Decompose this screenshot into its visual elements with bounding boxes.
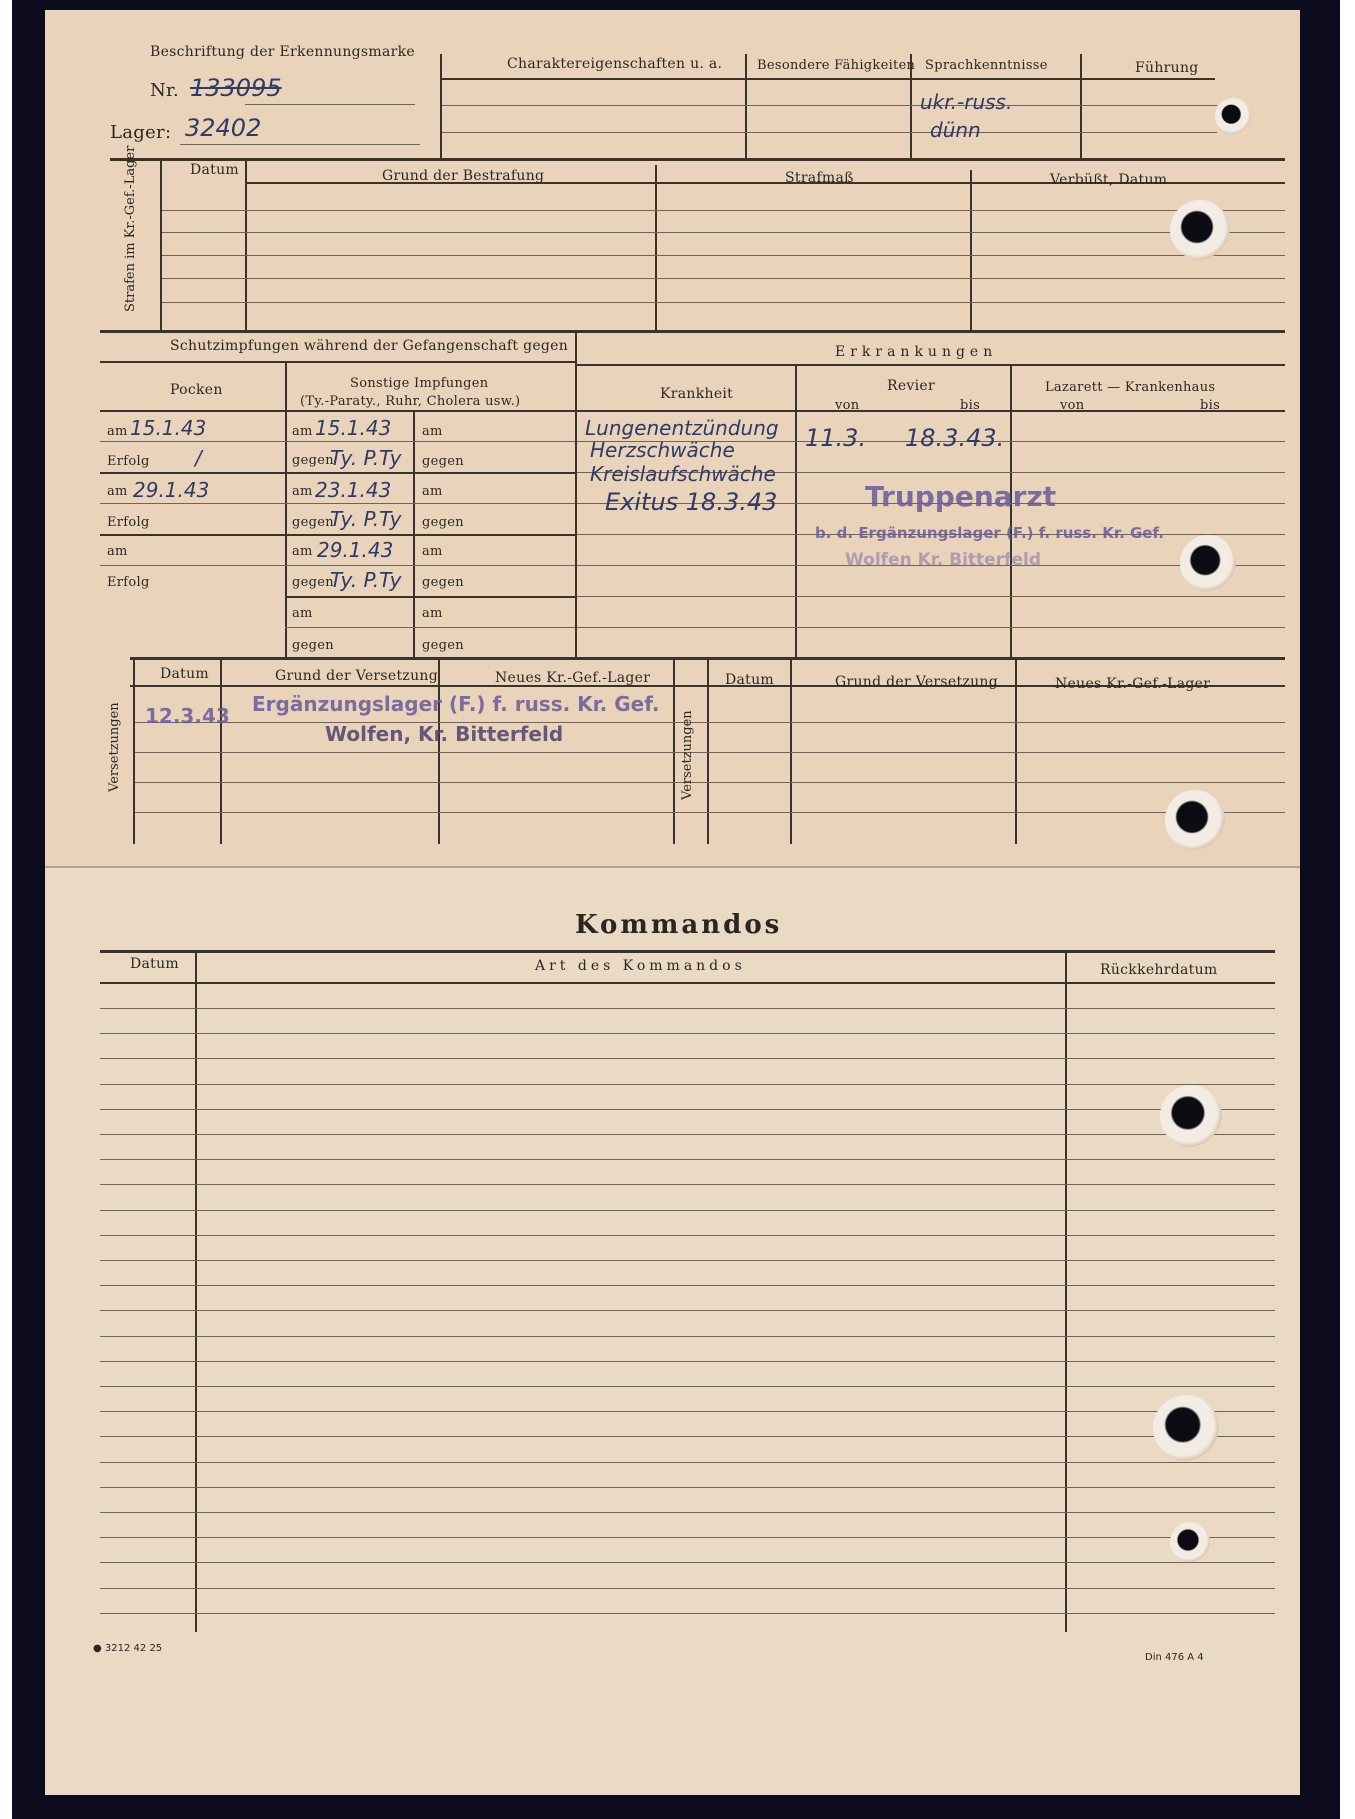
illness-revier-von: von	[835, 398, 860, 413]
header-divider-1	[440, 54, 442, 158]
lager-underline	[180, 144, 420, 145]
header-rule	[440, 78, 1215, 80]
card-lower-half	[45, 866, 1300, 1795]
other2-am-1: am	[422, 424, 443, 439]
punch-hole	[1215, 98, 1251, 134]
punch-hole	[1165, 790, 1225, 850]
pocken-am-3: am	[107, 544, 128, 559]
transfer-date-1: 12.3.43	[145, 704, 230, 728]
middle-top-rule	[100, 330, 1285, 333]
vacc-illness-divider	[575, 332, 577, 657]
print-code-text: 3212 42 25	[104, 1643, 163, 1654]
col-character: Charaktereigenschaften u. a.	[507, 56, 723, 72]
punch-hole	[1160, 1085, 1222, 1147]
other2-am-2: am	[422, 484, 443, 499]
kommandos-row-line	[100, 1260, 1275, 1261]
kommandos-divider-2	[1065, 952, 1067, 1632]
pocken-date-2: 29.1.43	[133, 478, 210, 502]
vacc-col-pocken: Pocken	[170, 382, 223, 398]
vacc-row-b	[100, 503, 575, 504]
kommandos-row-line	[100, 1033, 1275, 1034]
vacc-col-other-2: (Ty.-Paraty., Ruhr, Cholera usw.)	[300, 394, 521, 409]
other2-am-4: am	[422, 606, 443, 621]
illness-revier-from: 11.3.	[805, 424, 867, 452]
kommandos-row-line	[100, 1613, 1275, 1614]
transfer-col-date-right: Datum	[725, 672, 774, 688]
kommandos-top-rule	[100, 950, 1275, 953]
kommandos-row-line	[100, 1184, 1275, 1185]
punish-divider-1	[245, 160, 247, 330]
kommandos-header-rule	[100, 982, 1275, 984]
kommandos-row-line	[100, 1310, 1275, 1311]
other-am-1: am	[292, 424, 313, 439]
kommandos-row-line	[100, 1588, 1275, 1589]
punish-row-5	[162, 302, 1285, 303]
other2-gegen-4: gegen	[422, 638, 464, 653]
tag-label: Beschriftung der Erkennungsmarke	[150, 44, 416, 60]
transfer-col-date-left: Datum	[160, 666, 209, 682]
other-date-3: 29.1.43	[317, 538, 394, 562]
kommandos-row-line	[100, 1361, 1275, 1362]
kommandos-row-line	[100, 1084, 1275, 1085]
transfer-row-4	[135, 812, 1285, 813]
illness-line3: Kreislaufschwäche	[590, 462, 776, 486]
other2-gegen-3: gegen	[422, 575, 464, 590]
languages-line2: dünn	[930, 118, 981, 142]
other-gegen-2: gegen	[292, 515, 334, 530]
header-divider-2	[745, 54, 747, 158]
other-gegen-4: gegen	[292, 638, 334, 653]
vacc-group-1	[100, 472, 575, 474]
lager-label: Lager:	[110, 122, 172, 143]
kommandos-row-line	[100, 1462, 1275, 1463]
pocken-erfolg-1: Erfolg	[107, 454, 150, 469]
col-abilities: Besondere Fähigkeiten	[757, 58, 916, 73]
kommandos-row-line	[100, 1487, 1275, 1488]
doctor-stamp-title: Truppenarzt	[865, 480, 1057, 513]
kommandos-row-line	[100, 1235, 1275, 1236]
transfer-col-new-right: Neues Kr.-Gef.-Lager	[1055, 676, 1211, 692]
other-gegen-3: gegen	[292, 575, 334, 590]
vacc-header-rule	[100, 410, 575, 412]
vacc-title-rule	[100, 361, 575, 363]
punch-hole	[1180, 535, 1236, 591]
punch-hole	[1170, 200, 1230, 260]
vacc-row-c	[100, 565, 575, 566]
kommandos-row-line	[100, 1336, 1275, 1337]
illness-revier-to: 18.3.43.	[905, 424, 1005, 452]
pocken-result-1: /	[195, 446, 202, 470]
kommandos-row-line	[100, 1411, 1275, 1412]
illness-row-7	[577, 627, 1285, 628]
other-against-2: Ty. P.Ty	[330, 507, 402, 531]
pocken-erfolg-3: Erfolg	[107, 575, 150, 590]
vacc-col-other-1: Sonstige Impfungen	[350, 376, 489, 391]
fold-line	[45, 866, 1300, 868]
kommandos-row-line	[100, 1537, 1275, 1538]
punish-col-date: Datum	[190, 162, 239, 178]
transfer-stamp-1a: Ergänzungslager (F.) f. russ. Kr. Gef.	[252, 692, 660, 716]
illness-row-6	[577, 596, 1285, 597]
illness-col-illness: Krankheit	[660, 386, 734, 402]
transfer-col-new-left: Neues Kr.-Gef.-Lager	[495, 670, 651, 686]
punish-top-rule	[110, 158, 1285, 161]
pocken-erfolg-2: Erfolg	[107, 515, 150, 530]
other-against-3: Ty. P.Ty	[330, 568, 402, 592]
vacc-title: Schutzimpfungen während der Gefangenschaft gegen	[170, 338, 569, 354]
vacc-row-a	[100, 441, 575, 442]
record-card	[45, 10, 1300, 1795]
punish-row-3	[162, 255, 1285, 256]
other2-gegen-1: gegen	[422, 454, 464, 469]
vacc-divider-pocken	[285, 362, 287, 657]
transfer-side-label-right: Versetzungen	[680, 710, 695, 800]
pocken-am-2: am	[107, 484, 128, 499]
other-am-3: am	[292, 544, 313, 559]
punish-col-served: Verbüßt, Datum	[1050, 172, 1168, 188]
transfer-col-reason-right: Grund der Versetzung	[835, 674, 998, 690]
kommandos-title: Kommandos	[575, 910, 783, 940]
vacc-row-d	[285, 627, 575, 628]
illness-exitus: Exitus 18.3.43	[605, 488, 778, 516]
other-gegen-1: gegen	[292, 453, 334, 468]
punish-row-2	[162, 232, 1285, 233]
pocken-am-1: am	[107, 424, 128, 439]
illness-col-revier: Revier	[887, 378, 935, 394]
punch-hole	[1153, 1395, 1219, 1461]
lager-value: 32402	[185, 114, 262, 142]
kommandos-row-line	[100, 1008, 1275, 1009]
languages-line1: ukr.-russ.	[920, 90, 1013, 114]
punish-divider-3	[970, 170, 972, 330]
kommandos-row-line	[100, 1386, 1275, 1387]
din-label: Din 476 A 4	[1145, 1652, 1204, 1663]
kommandos-row-line	[100, 1159, 1275, 1160]
transfer-row-1	[135, 722, 1285, 723]
other-against-1: Ty. P.Ty	[330, 446, 402, 470]
illness-title: Erkrankungen	[835, 344, 998, 360]
illness-lazarett-von: von	[1060, 398, 1085, 413]
kommandos-row-line	[100, 1210, 1275, 1211]
illness-lazarett-bis: bis	[1200, 398, 1221, 413]
kommandos-row-line	[100, 1134, 1275, 1135]
nr-value: 133095	[190, 74, 282, 102]
punish-side-label: Strafen im Kr.-Gef.-Lager	[123, 145, 138, 312]
other-am-4: am	[292, 606, 313, 621]
col-languages: Sprachkenntnisse	[925, 58, 1048, 73]
nr-label: Nr.	[150, 80, 179, 101]
kommandos-row-line	[100, 1058, 1275, 1059]
illness-col-lazarett: Lazarett — Krankenhaus	[1045, 380, 1216, 395]
illness-line1: Lungenentzündung	[585, 416, 779, 440]
punch-hole	[1170, 1522, 1210, 1562]
transfer-row-3	[135, 782, 1285, 783]
kommandos-col-return: Rückkehrdatum	[1100, 962, 1218, 978]
nr-underline	[245, 104, 415, 105]
other-date-2: 23.1.43	[315, 478, 392, 502]
kommandos-row-line	[100, 1436, 1275, 1437]
pocken-date-1: 15.1.43	[130, 416, 207, 440]
other-date-1: 15.1.43	[315, 416, 392, 440]
kommandos-row-line	[100, 1109, 1275, 1110]
kommandos-col-date: Datum	[130, 956, 179, 972]
other-am-2: am	[292, 484, 313, 499]
transfer-col-reason-left: Grund der Versetzung	[275, 668, 438, 684]
transfer-row-2	[135, 752, 1285, 753]
print-code: ● 3212 42 25	[93, 1643, 163, 1654]
illness-title-rule	[577, 364, 1285, 366]
illness-divider-1	[795, 364, 797, 657]
transfer-stamp-1b: Wolfen, Kr. Bitterfeld	[325, 722, 564, 746]
illness-line2: Herzschwäche	[590, 438, 735, 462]
doctor-stamp-line3: Wolfen Kr. Bitterfeld	[845, 550, 1041, 570]
col-conduct: Führung	[1135, 60, 1199, 76]
kommandos-divider-1	[195, 952, 197, 1632]
kommandos-row-line	[100, 1562, 1275, 1563]
punish-divider-2	[655, 165, 657, 330]
kommandos-row-line	[100, 1512, 1275, 1513]
vacc-group-2	[100, 534, 575, 536]
punish-col-reason: Grund der Bestrafung	[382, 168, 545, 184]
doctor-stamp-line2: b. d. Ergänzungslager (F.) f. russ. Kr. Gef.	[815, 524, 1164, 542]
illness-revier-bis: bis	[960, 398, 981, 413]
transfer-side-label-left: Versetzungen	[107, 702, 122, 792]
punish-col-measure: Strafmaß	[785, 170, 854, 186]
punish-row-1	[162, 210, 1285, 211]
punish-side-divider	[160, 160, 162, 330]
other2-am-3: am	[422, 544, 443, 559]
other2-gegen-2: gegen	[422, 515, 464, 530]
header-row-1	[442, 105, 1217, 106]
vacc-group-3	[285, 596, 575, 598]
kommandos-row-line	[100, 1285, 1275, 1286]
header-divider-4	[1080, 54, 1082, 158]
illness-header-rule	[577, 410, 1285, 412]
kommandos-col-type: Art des Kommandos	[535, 958, 746, 974]
punish-row-4	[162, 278, 1285, 279]
header-row-2	[442, 132, 1217, 133]
